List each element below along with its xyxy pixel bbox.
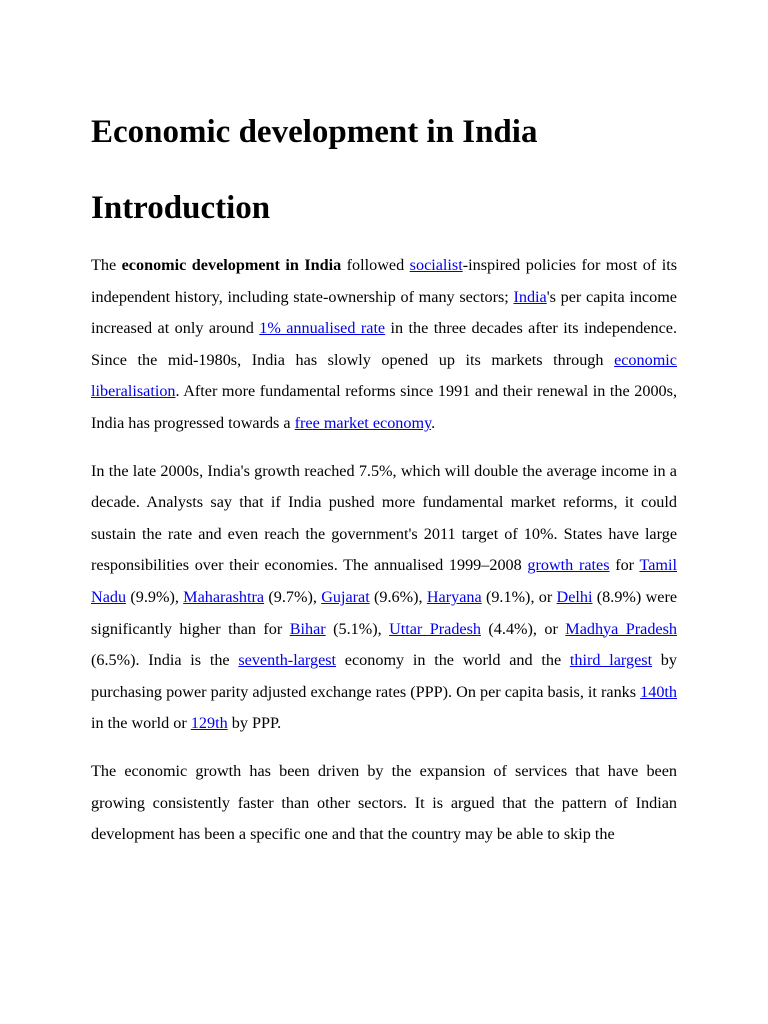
link-delhi[interactable]: Delhi — [556, 587, 593, 606]
text-run: (9.1%), or — [481, 587, 557, 606]
document-page — [91, 104, 677, 867]
link-seventh-largest[interactable]: seventh-largest — [238, 651, 337, 670]
text-run: for — [609, 556, 640, 575]
text-run: in the three decades after its independence. Since the mid-1980s, India has slowly opened up its markets through — [91, 319, 677, 369]
text-run: by purchasing power parity adjusted exchange rates (PPP). On per capita basis, it ranks — [91, 651, 677, 701]
text-run: economy in the world and the — [336, 651, 570, 670]
text-run: In the late 2000s, India's growth reached 7.5%, which will double the average income in a decade. Analysts say that if India pushed more fundamental market reforms, it could sustain the rate and even reach the government's 2011 target of 10%. States have large responsibilities over their economies. The annualised 1999–2008 — [91, 461, 677, 575]
bold-term: economic development in India — [121, 256, 342, 274]
text-run: (9.9%), — [126, 587, 184, 606]
link-gujarat[interactable]: Gujarat — [321, 587, 370, 606]
text-run: (8.9%) were significantly higher than for — [91, 587, 678, 638]
link-1-annualised-rate[interactable]: 1% annualised rate — [259, 319, 386, 338]
paragraph-intro — [91, 250, 677, 440]
text-run: (9.7%), — [264, 587, 322, 606]
link-140th[interactable]: 140th — [640, 682, 677, 701]
text-run: by PPP. — [227, 714, 282, 733]
link-free-market-economy[interactable]: free market economy — [294, 413, 432, 432]
link-third-largest[interactable]: third largest — [569, 651, 653, 670]
text-run: in the world or — [91, 714, 191, 733]
link-uttar-pradesh[interactable]: Uttar Pradesh — [389, 619, 481, 638]
link-bihar[interactable]: Bihar — [289, 619, 326, 638]
link-tamil-nadu[interactable]: Tamil Nadu — [91, 556, 677, 606]
link-maharashtra[interactable]: Maharashtra — [183, 587, 265, 606]
text-run: 's per capita income increased at only around — [91, 287, 677, 338]
paragraph-growth — [91, 456, 677, 740]
text-run: followed — [341, 256, 410, 274]
text-run: (5.1%), — [325, 619, 390, 638]
text-run: (4.4%), or — [481, 619, 566, 638]
link-haryana[interactable]: Haryana — [426, 587, 482, 606]
text-run: -inspired policies for most of its independent history, including state-ownership of many sectors; — [91, 256, 678, 306]
document-body — [91, 250, 677, 851]
link-growth-rates[interactable]: growth rates — [527, 556, 610, 575]
link-india[interactable]: India — [513, 287, 547, 306]
text-run: (6.5%). India is the — [91, 651, 239, 670]
document-title: Economic development in India — [91, 114, 538, 150]
link-economic-liberalisation[interactable]: economic liberalisation — [91, 350, 677, 401]
text-run: . — [431, 413, 436, 432]
paragraph-services — [91, 756, 677, 851]
section-heading: Introduction — [91, 190, 271, 226]
text-run: The economic growth has been driven by the expansion of services that have been growing consistently faster than other sectors. It is argued that the pattern of Indian development has been a specific one and that the country may be able to skip the — [91, 761, 677, 844]
text-run: (9.6%), — [369, 587, 427, 606]
text-run: The — [91, 256, 122, 274]
link-129th[interactable]: 129th — [190, 714, 228, 733]
link-madhya-pradesh[interactable]: Madhya Pradesh — [565, 619, 678, 638]
text-run: . After more fundamental reforms since 1991 and their renewal in the 2000s, India has progressed towards a — [91, 382, 677, 432]
link-socialist[interactable]: socialist — [409, 256, 463, 274]
